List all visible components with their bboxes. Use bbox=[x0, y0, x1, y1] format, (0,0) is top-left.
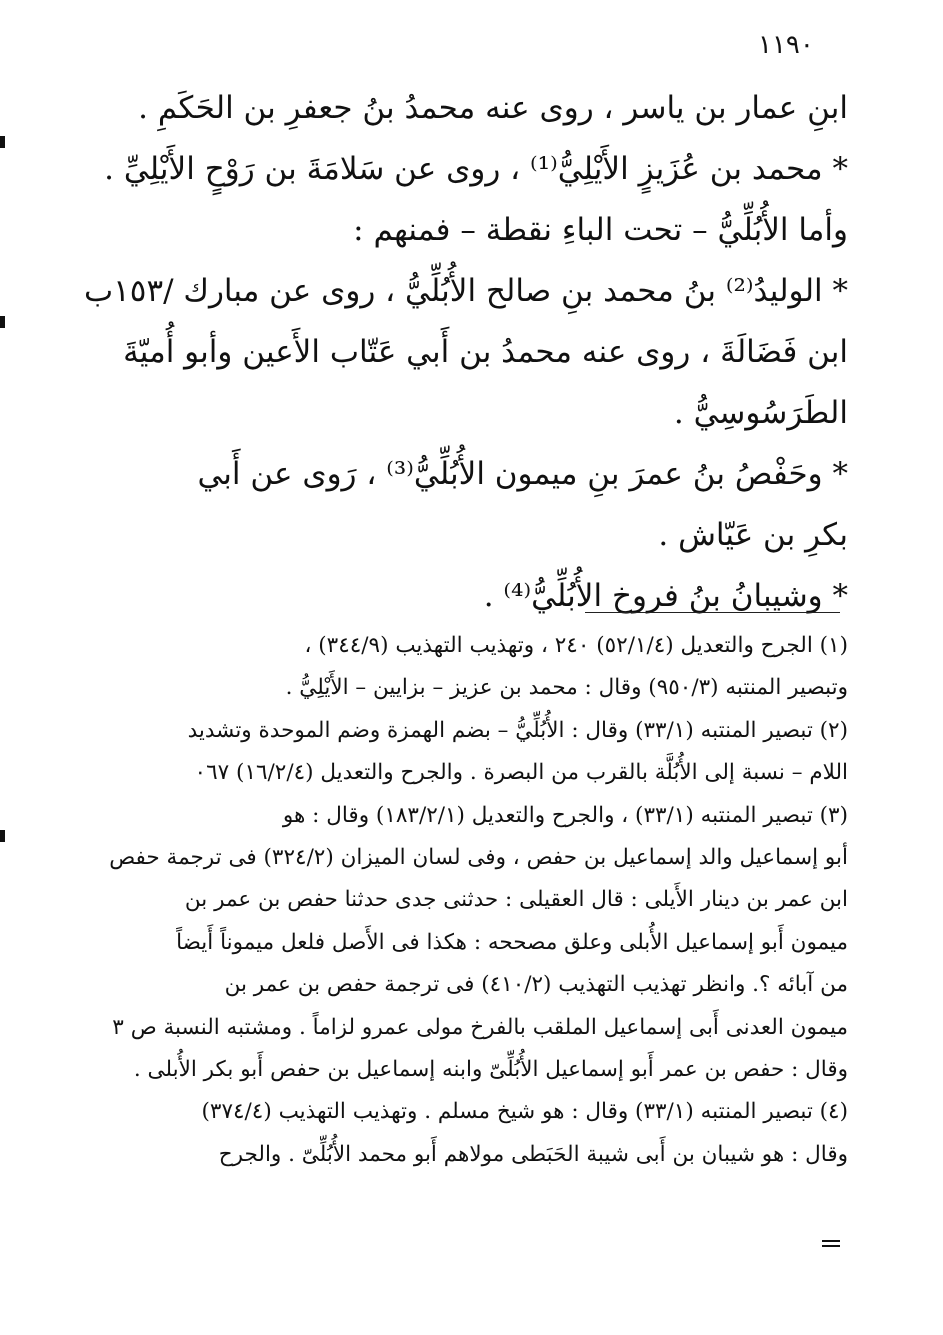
footnote-line: (٢) تبصير المنتبه (٣٣/١) وقال : الأُبُلِّيُّ – بضم الهمزة وضم الموحدة وتشديد bbox=[187, 717, 848, 743]
main-text-line: * الوليدُ⁽²⁾ بنُ محمد بنِ صالح الأُبُلِّيُّ ، روى عن مبارك /١٥٣ب bbox=[83, 273, 848, 309]
main-text-line: * وشيبانُ بنُ فروخ الأُبُلِّيُّ⁽⁴⁾ . bbox=[483, 578, 848, 614]
footnote-line: وقال : هو شيبان بن أَبى شيبة الحَبَطى مولاهم أَبو محمد الأُبُلِّىّ . والجرح bbox=[218, 1141, 848, 1167]
margin-mark bbox=[0, 136, 5, 148]
footnote-line: ميمون العدنى أَبى إسماعيل الملقب بالفرخ مولى عمرو لزاماً . ومشتبه النسبة ص ٣ bbox=[112, 1014, 848, 1040]
footnote-line: من آبائه ؟. وانظر تهذيب التهذيب (٤١٠/٢) فى ترجمة حفص بن عمر بن bbox=[224, 972, 848, 998]
continuation-mark bbox=[822, 1245, 840, 1247]
page-number: ١١٩٠ bbox=[758, 30, 814, 60]
margin-mark bbox=[0, 830, 5, 842]
main-text-line: * وحَفْصُ بنُ عمرَ بنِ ميمون الأُبُلِّيُّ⁽³⁾ ، رَوى عن أَبي bbox=[197, 456, 848, 492]
main-text-line: الطَرَسُوسِيُّ . bbox=[673, 395, 848, 431]
main-text-line: وأما الأُبُلِّيُّ – تحت الباءِ نقطة – فمنهم : bbox=[353, 212, 848, 248]
main-text-line: ابن فَضَالَةَ ، روى عنه محمدُ بن أَبي عَتّاب الأَعين وأبو أُميّةَ bbox=[123, 334, 848, 370]
main-text-line: بكرِ بن عَيّاش . bbox=[658, 517, 848, 553]
footnote-line: ابن عمر بن دينار الأَيلى : قال العقيلى : حدثنى جدى حدثنا حفص بن عمر بن bbox=[184, 887, 848, 913]
footnotes-section bbox=[98, 625, 848, 1176]
footnote-line: اللام – نسبة إلى الأُبُلَّة بالقرب من البصرة . والجرح والتعديل (١٦/٢/٤) ٠٦٧ bbox=[194, 760, 848, 786]
footnote-line: (٣) تبصير المنتبه (٣٣/١) ، والجرح والتعديل (١٨٣/٢/١) وقال : هو bbox=[282, 802, 848, 828]
footnote-line: وقال : حفص بن عمر أَبو إسماعيل الأُبُلِّىّ وابنه إسماعيل بن حفص أَبو بكر الأُبلى . bbox=[133, 1056, 848, 1082]
footnote-line: أبو إسماعيل والد إسماعيل بن حفص ، وفى لسان الميزان (٣٢٤/٢) فى ترجمة حفص bbox=[109, 844, 848, 870]
footnote-separator bbox=[585, 612, 840, 613]
footnote-line: (٤) تبصير المنتبه (٣٣/١) وقال : هو شيخ مسلم . وتهذيب التهذيب (٣٧٤/٤) bbox=[201, 1099, 848, 1125]
footnote-line: وتبصير المنتبه (٩٥٠/٣) وقال : محمد بن عزيز – بزايين – الأَيْلِيُّ . bbox=[285, 675, 848, 701]
footnote-line: (١) الجرح والتعديل (٥٢/١/٤) ٢٤٠ ، وتهذيب التهذيب (٣٤٤/٩) ، bbox=[304, 633, 848, 658]
main-text-line: ابنِ عمار بن ياسر ، روى عنه محمدُ بنُ جعفرِ بن الحَكَمِ . bbox=[138, 90, 848, 126]
main-text-line: * محمد بن عُزَيزٍ الأَيْلِيُّ⁽¹⁾ ، روى عن سَلامَةَ بن رَوْحٍ الأَيْلِيِّ . bbox=[104, 151, 848, 187]
main-text-body bbox=[83, 78, 848, 627]
footnote-line: ميمون أَبو إسماعيل الأُبلى وعلق مصححه : هكذا فى الأَصل فلعل ميموناً أَيضاً bbox=[176, 929, 848, 955]
continuation-mark bbox=[822, 1240, 840, 1242]
margin-mark bbox=[0, 316, 5, 328]
